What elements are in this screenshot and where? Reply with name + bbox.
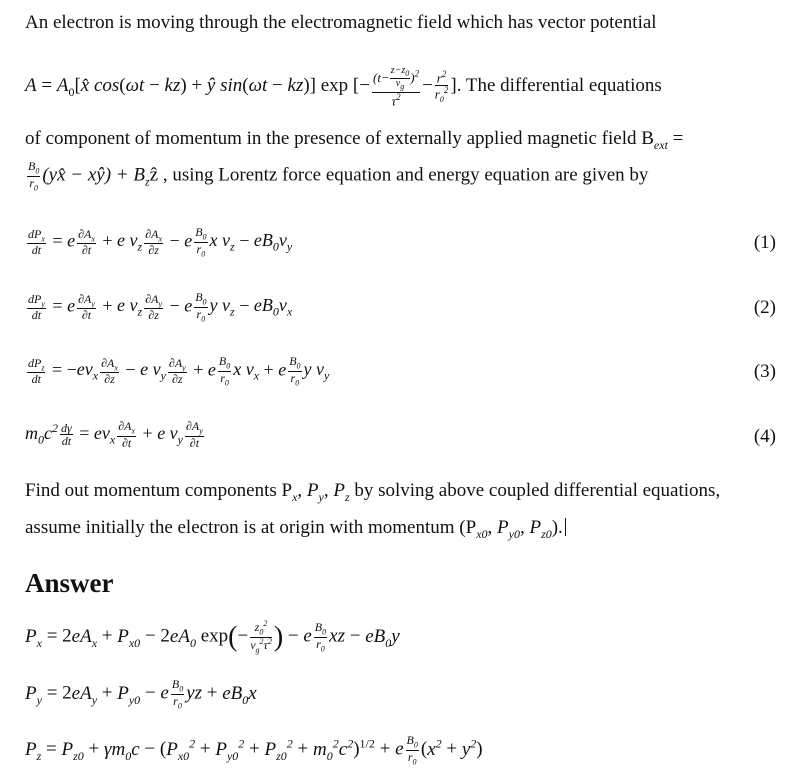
equation-1: $\frac{dP_x}{dt}$ = e $\frac{\partial A_x}{\partial t}$ + e $v_z$ $\frac{\partial A_x}{\partial z}$ − e $\frac{B_0}{r_0}$ x $v_z - eB_0v_y$ (1): [28, 225, 776, 259]
task-text: Find out momentum components P: [25, 480, 293, 501]
task-line1: Find out momentum components $P_x$, $P_y$, $P_z$ by solving above coupled differential equations,: [25, 480, 721, 504]
equation-number-1: (1): [753, 232, 776, 253]
equation-4: $m_0c^2$ $\frac{d\gamma}{dt}$ = $ev_x$ $\frac{\partial A_x}{\partial t}$ + e $v_y$ $\frac{\partial A_y}{\partial t}$ (4): [25, 419, 776, 450]
equation-number-4: (4): [753, 426, 776, 447]
vector-potential-equation: $A = A_0[x̂$ cos(ωt − kz) + ŷ sin(ωt − kz)] exp [− (t− $\frac{z-z_0}{v_g}$ )$^2$ $\tau^2$ − $\frac{r^2}{r_0^2}$ ]. The differential equations: [25, 65, 662, 109]
equation-2: $\frac{dP_y}{dt}$ = e $\frac{\partial A_y}{\partial t}$ + e $v_z$ $\frac{\partial A_y}{\partial z}$ − e $\frac{B_0}{r_0}$ y $v_z - eB_0v_x$ (2): [28, 290, 776, 324]
problem-intro-line3: [25, 128, 776, 156]
field-intro-text: of component of momentum in the presence of externally applied magnetic field B: [25, 128, 654, 149]
equation-number-3: (3): [753, 361, 776, 382]
task-line2: assume initially the electron is at origin with momentum ($P_{x0}$, $P_{y0}$, $P_{z0}$).: [25, 517, 776, 545]
bext-subscript: ext: [653, 137, 668, 152]
answer-heading: Answer: [25, 568, 114, 598]
text-cursor: [565, 518, 566, 536]
lorentz-intro-text: ẑ , using Lorentz force equation and energy equation are given by: [149, 164, 649, 186]
problem-intro-line4: $\frac{B_0}{r_0}$ (yx̂ − xŷ) + $B_zẑ$ , using Lorentz force equation and energy equation are given by: [28, 159, 649, 193]
equation-3: $\frac{dP_z}{dt}$ = $-ev_x$ $\frac{\partial A_x}{\partial z}$ − e $v_y$ $\frac{\partial A_y}{\partial z}$ + e $\frac{B_0}{r_0}$ x $v_x + e$ $\frac{B_0}{r_0}$ y $v_y$ (3): [28, 354, 776, 388]
intro-text: An electron is moving through the electromagnetic field which has vector potential: [25, 12, 657, 33]
answer-px: $P_x = 2eA_x + P_{x0} - 2eA_0$ exp(− $\frac{z_0^2}{v_g^2\tau^2}$ ) − e $\frac{B_0}{r_0}$ xz − $eB_0y$: [25, 619, 400, 655]
field-expression: (yx̂ − xŷ) + B: [42, 164, 145, 186]
equation-number-2: (2): [753, 297, 776, 318]
vector-potential-tail: . The differential equations: [456, 75, 662, 97]
answer-py: $P_y = 2eA_y + P_{y0} - e$ $\frac{B_0}{r_0}$ yz + $eB_0x$: [25, 677, 257, 711]
task-text-rest: by solving above coupled differential equations,: [354, 480, 721, 501]
bext-equals: =: [667, 128, 684, 149]
initial-condition-text: assume initially the electron is at origin with momentum (P: [25, 517, 477, 538]
initial-condition-end: ).: [551, 517, 563, 538]
problem-intro-line1: [25, 12, 776, 34]
answer-pz: $P_z = P_{z0} + \gamma m_0c - (P_{x0}^2 + P_{y0}^2 + P_{z0}^2 + m_0^2c^2)^{1/2} + e$ $\frac{B_0}{r_0}$ $(x^2 + y^2)$: [25, 733, 483, 767]
